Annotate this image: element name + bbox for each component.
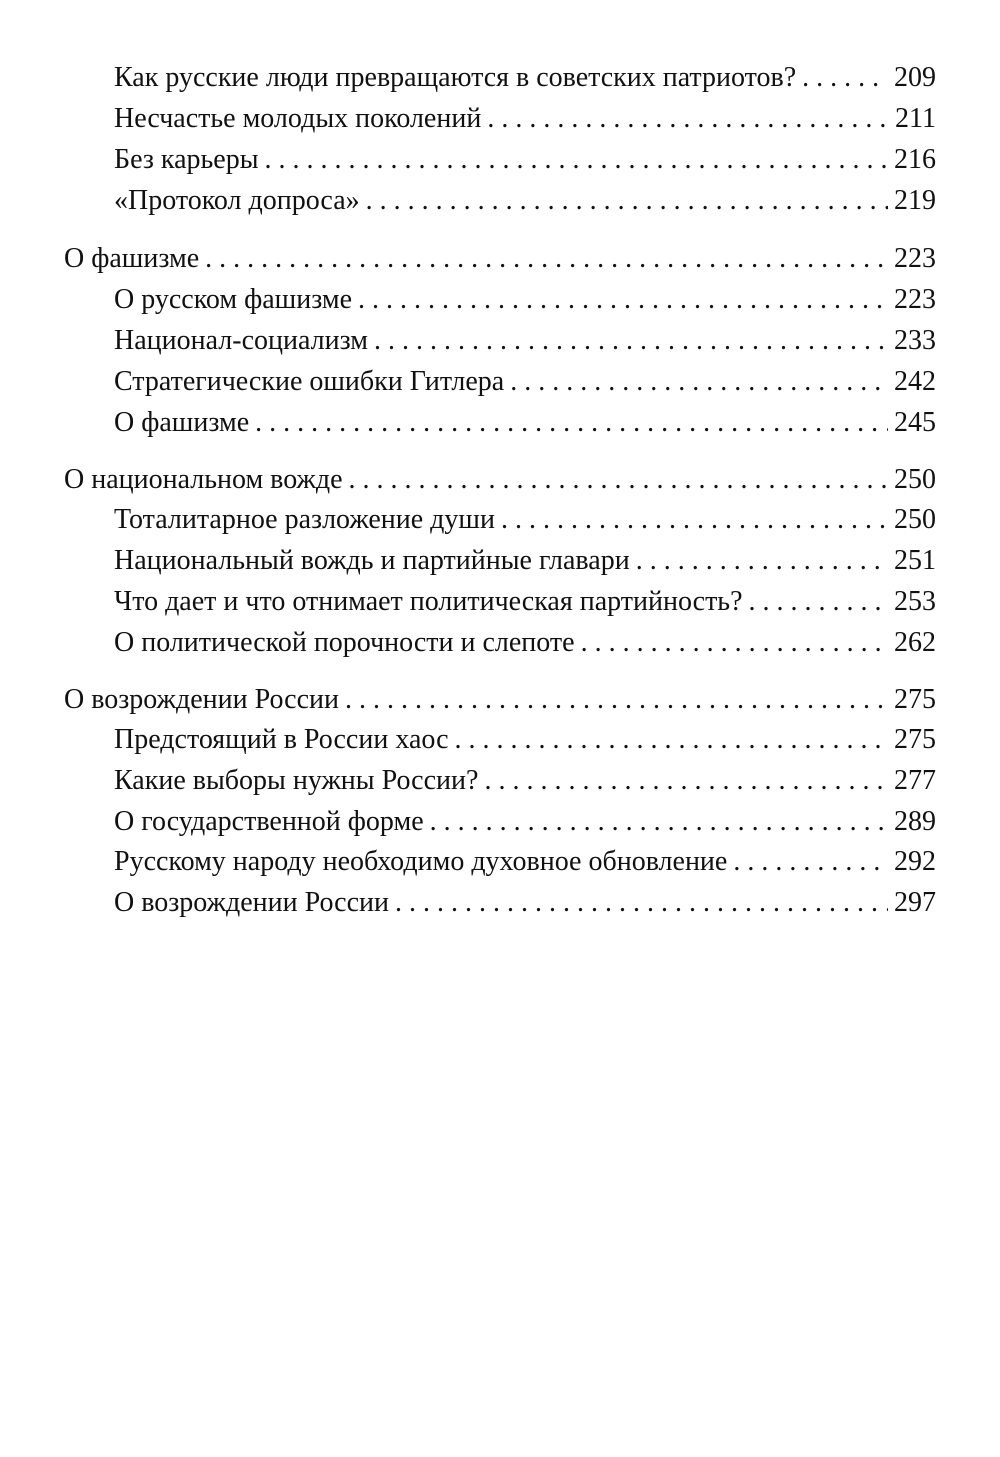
toc-section-title: О фашизме xyxy=(64,243,200,274)
toc-leader-dots xyxy=(374,321,888,361)
toc-entry-title: Русскому народу необходимо духовное обновление xyxy=(114,846,728,877)
toc-leader-dots xyxy=(430,802,888,842)
toc-entry-page: 251 xyxy=(894,545,936,576)
toc-entry xyxy=(114,883,936,923)
toc-entry xyxy=(114,842,936,882)
toc-section-page: 275 xyxy=(894,684,936,715)
toc-entry-page: 209 xyxy=(894,62,936,93)
toc-leader-dots xyxy=(636,541,888,581)
toc-leader-dots xyxy=(255,403,888,443)
toc-entry-title: Предстоящий в России хаос xyxy=(114,724,449,755)
toc-entry xyxy=(114,623,936,663)
toc-entry-title: «Протокол допроса» xyxy=(114,185,360,216)
toc-section-page: 250 xyxy=(894,464,936,495)
toc-section-title: О возрождении России xyxy=(64,684,339,715)
toc-entry xyxy=(114,58,936,98)
toc-entry xyxy=(114,720,936,760)
toc-entry-title: Тоталитарное разложение души xyxy=(114,504,495,535)
toc-leader-dots xyxy=(455,720,889,760)
toc-leader-dots xyxy=(487,99,889,139)
toc-leader-dots xyxy=(749,582,889,622)
toc-leader-dots xyxy=(510,362,888,402)
toc-entry-title: Национальный вождь и партийные главари xyxy=(114,545,630,576)
toc-leader-dots xyxy=(345,680,888,720)
toc-entry xyxy=(114,140,936,180)
toc-entry-title: Как русские люди превращаются в советских патриотов? xyxy=(114,62,797,93)
toc-entry-page: 211 xyxy=(895,103,936,134)
toc-entry-title: Какие выборы нужны России? xyxy=(114,765,479,796)
toc-entry-page: 233 xyxy=(894,325,936,356)
toc-entry-page: 245 xyxy=(894,407,936,438)
toc-leader-dots xyxy=(205,239,888,279)
toc-entry-title: О возрождении России xyxy=(114,887,389,918)
toc-entry-title: О фашизме xyxy=(114,407,250,438)
toc-entry-title: Что дает и что отнимает политическая партийность? xyxy=(114,586,743,617)
toc-entry-page: 223 xyxy=(894,284,936,315)
toc-leader-dots xyxy=(581,623,888,663)
toc-leader-dots xyxy=(265,140,888,180)
toc-entry-page: 275 xyxy=(894,724,936,755)
toc-entry-title: О политической порочности и слепоте xyxy=(114,627,575,658)
toc-leader-dots xyxy=(395,883,888,923)
toc-leader-dots xyxy=(366,181,888,221)
toc-entry xyxy=(114,761,936,801)
toc-entry-page: 242 xyxy=(894,366,936,397)
toc-entry-title: О государственной форме xyxy=(114,806,424,837)
toc-entry xyxy=(114,99,936,139)
toc-entry-title: Национал-социализм xyxy=(114,325,368,356)
toc-entry xyxy=(114,403,936,443)
toc-entry-page: 250 xyxy=(894,504,936,535)
toc-entry xyxy=(114,362,936,402)
toc-leader-dots xyxy=(733,842,888,882)
toc-leader-dots xyxy=(802,58,888,98)
toc-entry xyxy=(114,802,936,842)
toc-entry-page: 262 xyxy=(894,627,936,658)
toc-entry-page: 277 xyxy=(894,765,936,796)
toc-section-page: 223 xyxy=(894,243,936,274)
toc-section-title: О национальном вожде xyxy=(64,464,343,495)
toc-entry-page: 253 xyxy=(894,586,936,617)
toc-entry-page: 297 xyxy=(894,887,936,918)
toc-leader-dots xyxy=(349,460,888,500)
toc-section xyxy=(64,460,936,500)
toc-entry xyxy=(114,280,936,320)
toc-entry xyxy=(114,541,936,581)
toc-entry-page: 289 xyxy=(894,806,936,837)
toc-entry-page: 292 xyxy=(894,846,936,877)
toc-section xyxy=(64,680,936,720)
toc-section xyxy=(64,239,936,279)
toc-entry-page: 216 xyxy=(894,144,936,175)
toc-leader-dots xyxy=(501,500,888,540)
toc-entry xyxy=(114,181,936,221)
toc-leader-dots xyxy=(484,761,888,801)
toc-entry-title: Несчастье молодых поколений xyxy=(114,103,482,134)
toc-leader-dots xyxy=(358,280,888,320)
toc-entry-page: 219 xyxy=(894,185,936,216)
toc-entry-title: Стратегические ошибки Гитлера xyxy=(114,366,505,397)
toc-entry-title: О русском фашизме xyxy=(114,284,352,315)
toc-entry xyxy=(114,582,936,622)
toc-entry xyxy=(114,321,936,361)
toc-entry-title: Без карьеры xyxy=(114,144,259,175)
toc-entry xyxy=(114,500,936,540)
